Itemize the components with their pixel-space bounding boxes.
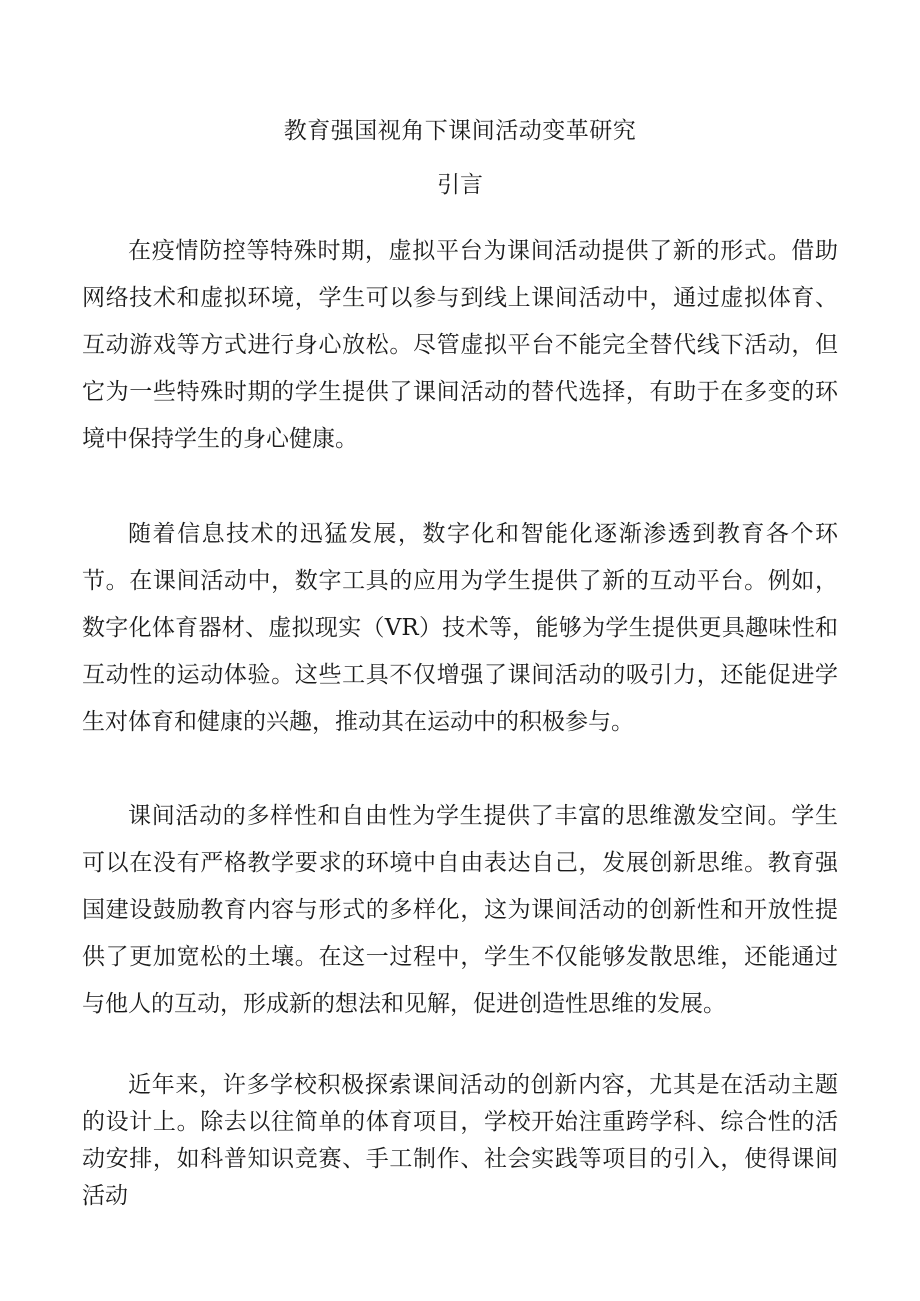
paragraph-1: 在疫情防控等特殊时期，虚拟平台为课间活动提供了新的形式。借助网络技术和虚拟环境，学生可以参与到线上课间活动中，通过虚拟体育、互动游戏等方式进行身心放松。尽管虚拟平台不能完全替代线下活动，但它为一些特殊时期的学生提供了课间活动的替代选择，有助于在多变的环境中保持学生的身心健康。 (82, 238, 838, 452)
document-title: 教育强国视角下课间活动变革研究 (283, 118, 637, 144)
paragraph-4: 近年来，许多学校积极探索课间活动的创新内容，尤其是在活动主题的设计上。除去以往简单的体育项目，学校开始注重跨学科、综合性的活动安排，如科普知识竞赛、手工制作、社会实践等项目的引入，使得课间活动 (82, 1072, 838, 1209)
section-heading: 引言 (437, 172, 483, 198)
paragraph-3: 课间活动的多样性和自由性为学生提供了丰富的思维激发空间。学生可以在没有严格教学要求的环境中自由表达自己，发展创新思维。教育强国建设鼓励教育内容与形式的多样化，这为课间活动的创新性和开放性提供了更加宽松的土壤。在这一过程中，学生不仅能够发散思维，还能通过与他人的互动，形成新的想法和见解，促进创造性思维的发展。 (82, 803, 838, 1017)
paragraph-2: 随着信息技术的迅猛发展，数字化和智能化逐渐渗透到教育各个环节。在课间活动中，数字工具的应用为学生提供了新的互动平台。例如，数字化体育器材、虚拟现实（VR）技术等，能够为学生提供更具趣味性和互动性的运动体验。这些工具不仅增强了课间活动的吸引力，还能促进学生对体育和健康的兴趣，推动其在运动中的积极参与。 (82, 521, 838, 735)
